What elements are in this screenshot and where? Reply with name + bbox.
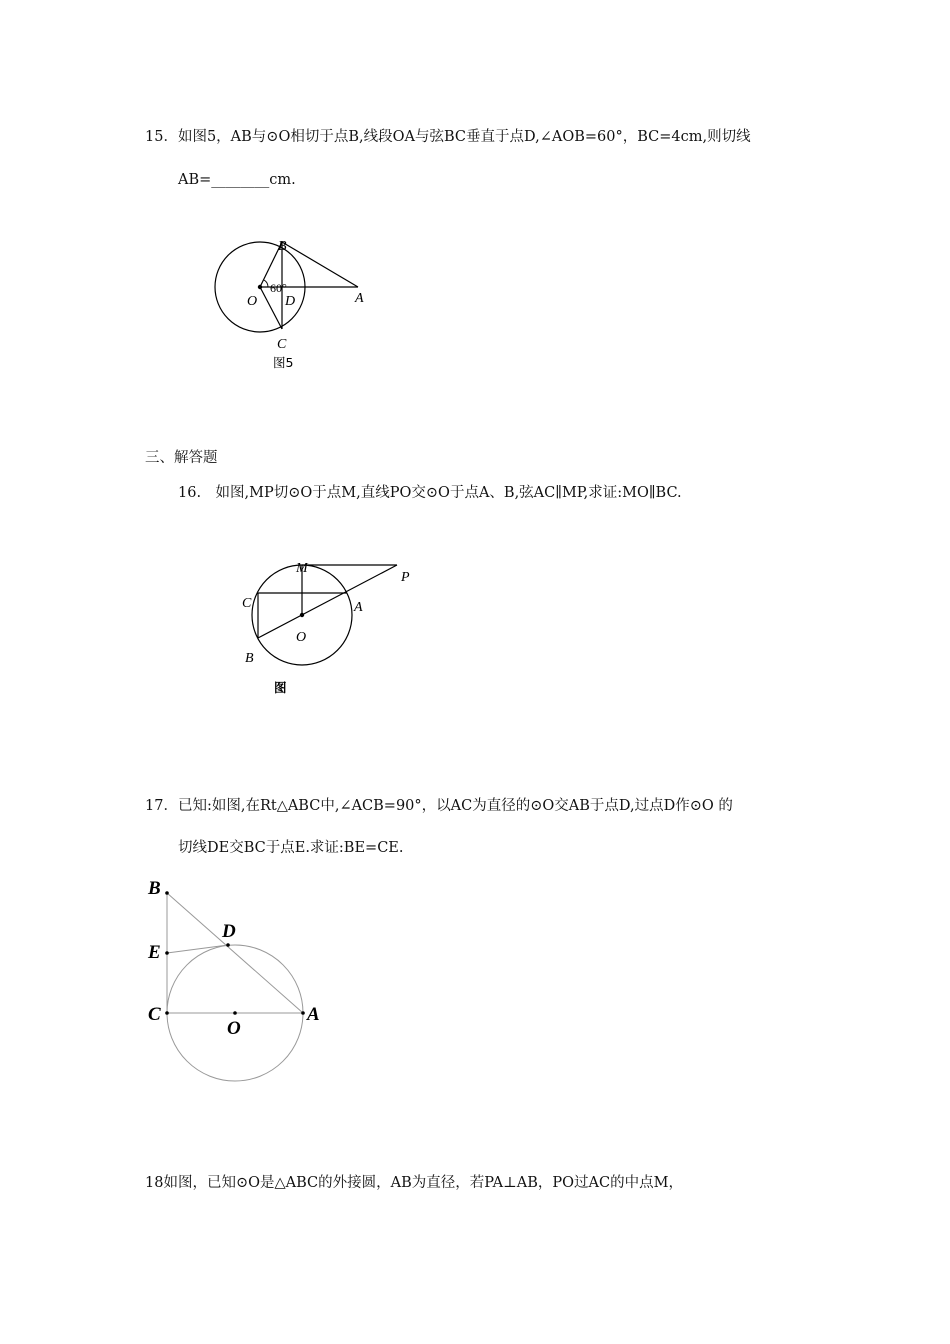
q17-label-d: D — [222, 921, 236, 942]
q15-text-line2: AB=________cm. — [178, 172, 296, 188]
q16-label-b: B — [245, 651, 254, 666]
q17-point-o — [233, 1011, 237, 1015]
q16-label-a: A — [354, 600, 363, 615]
q17-tangent-de — [167, 945, 228, 953]
q15-caption: 图5 — [273, 355, 294, 370]
q16-label-o: O — [296, 630, 307, 645]
q17-point-a — [301, 1011, 305, 1015]
q15-figure — [200, 235, 390, 375]
q17-figure — [140, 875, 340, 1090]
q16-label-p: P — [401, 570, 410, 585]
q15-text-line1: 15．如图5，AB与⊙O相切于点B,线段OA与弦BC垂直于点D,∠AOB=60°，BC=4cm,则切线 — [145, 129, 751, 145]
q15-center-dot — [258, 285, 262, 289]
q16-secant-pb — [258, 565, 397, 638]
q17-label-c: C — [148, 1004, 161, 1025]
q15-tangent-ab — [282, 242, 358, 287]
q17-point-b — [165, 891, 169, 895]
q18-text-line1: 18如图，已知⊙O是△ABC的外接圆，AB为直径，若PA⊥AB，PO过AC的中点M， — [145, 1175, 683, 1191]
q17-label-o: O — [227, 1018, 241, 1039]
q17-point-c — [165, 1011, 169, 1015]
section3-title: 三、解答题 — [145, 450, 218, 466]
q16-text-line1: 16. 如图,MP切⊙O于点M,直线PO交⊙O于点A、B,弦AC∥MP,求证:MO∥BC. — [178, 485, 682, 501]
q17-text-line1: 17．已知:如图,在Rt△ABC中,∠ACB=90°，以AC为直径的⊙O交AB于点D,过点D作⊙O 的 — [145, 798, 733, 814]
q16-caption: 图 — [274, 680, 287, 695]
q15-label-angle: 60° — [270, 281, 287, 295]
q15-label-d: D — [285, 294, 296, 309]
q15-label-b: B — [278, 239, 287, 254]
q15-label-o: O — [247, 294, 258, 309]
q17-label-a: A — [307, 1004, 320, 1025]
q15-label-c: C — [277, 337, 287, 352]
q17-text-line2: 切线DE交BC于点E.求证:BE=CE. — [178, 840, 404, 856]
q15-angle-arc — [264, 280, 268, 287]
q17-label-b: B — [148, 878, 161, 899]
q17-point-d — [226, 943, 230, 947]
q17-label-e: E — [148, 942, 161, 963]
q17-point-e — [165, 951, 169, 955]
q16-center-dot — [300, 613, 304, 617]
q17-hypotenuse-ab — [167, 893, 303, 1013]
q15-label-a: A — [355, 291, 364, 306]
q16-label-m: M — [296, 561, 308, 576]
q16-label-c: C — [242, 596, 252, 611]
q16-figure — [235, 558, 435, 698]
